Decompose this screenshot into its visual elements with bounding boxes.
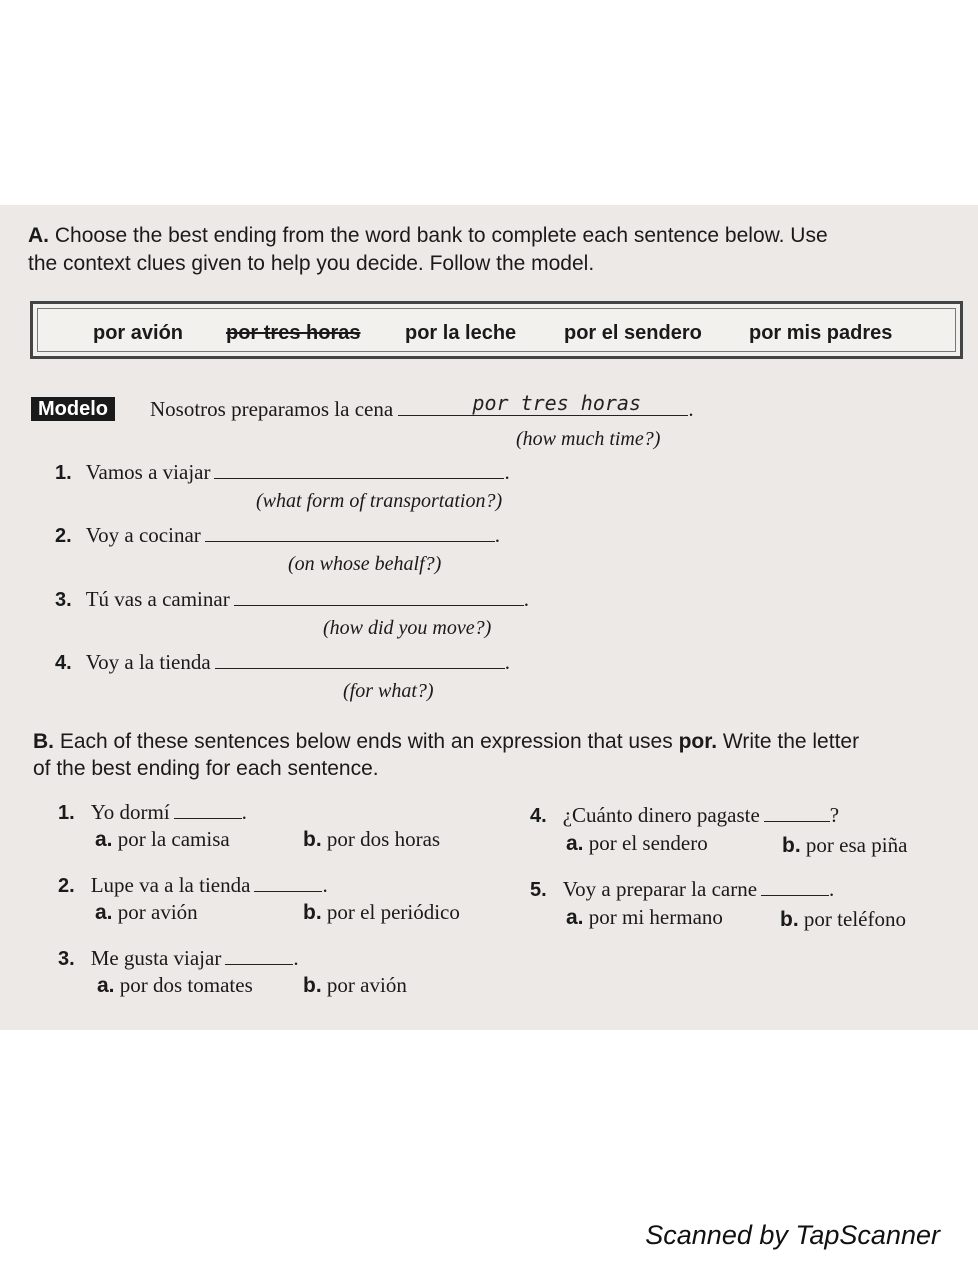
item-end-punct: . xyxy=(293,946,299,970)
option-a-label: a. xyxy=(95,828,113,851)
answer-blank[interactable] xyxy=(764,803,830,822)
option-text: por avión xyxy=(117,900,198,924)
part-a-item-4: 4. Voy a la tienda . xyxy=(55,650,510,674)
section-b-line1-pre: Each of these sentences below ends with an expression that uses xyxy=(59,730,679,753)
item-text: Vamos a viajar xyxy=(85,460,211,484)
option-a xyxy=(97,973,253,998)
word-bank xyxy=(30,301,963,359)
modelo-tag: Modelo xyxy=(31,397,115,421)
option-b-label: b. xyxy=(780,908,799,931)
option-b xyxy=(303,900,460,925)
section-b-letter: B. xyxy=(33,730,54,753)
item-end-punct: . xyxy=(322,873,328,897)
option-a xyxy=(95,900,198,925)
option-text: por la camisa xyxy=(117,827,230,851)
option-b xyxy=(303,973,407,998)
item-end-punct: . xyxy=(829,877,835,901)
word-bank-item: por la leche xyxy=(405,322,517,344)
item-hint: (how did you move?) xyxy=(323,617,492,639)
item-text: Voy a la tienda xyxy=(85,650,211,674)
option-b-label: b. xyxy=(303,828,322,851)
word-bank-item: por avión xyxy=(93,322,184,344)
option-b xyxy=(303,827,440,852)
section-a-letter: A. xyxy=(28,224,49,247)
answer-blank[interactable] xyxy=(215,650,505,669)
answer-blank[interactable] xyxy=(254,873,322,892)
item-end-punct: ? xyxy=(829,803,840,827)
section-a-line2: the context clues given to help you decide. Follow the model. xyxy=(28,252,595,275)
section-b-line2: of the best ending for each sentence. xyxy=(33,757,379,780)
option-text: por teléfono xyxy=(803,907,906,931)
part-b-item-3 xyxy=(58,946,299,971)
model-answer-blank xyxy=(398,391,688,416)
answer-blank[interactable] xyxy=(761,877,829,896)
model-hint: (how much time?) xyxy=(516,428,661,450)
part-a-item-2: 2. Voy a cocinar . xyxy=(55,523,501,547)
option-a-label: a. xyxy=(97,974,115,997)
section-b-line1-post: Write the letter xyxy=(717,730,860,753)
option-a-label: a. xyxy=(566,906,584,929)
item-hint: (on whose behalf?) xyxy=(288,553,442,575)
option-text: por dos tomates xyxy=(119,973,253,997)
item-end-punct: . xyxy=(241,800,247,824)
word-bank-item-crossed: por tres horas xyxy=(226,322,361,344)
part-b-item-4 xyxy=(530,803,839,828)
item-number: 4. xyxy=(530,805,547,827)
answer-blank[interactable] xyxy=(234,587,524,606)
section-b-instructions xyxy=(33,728,859,755)
option-a-label: a. xyxy=(95,901,113,924)
option-a xyxy=(566,905,723,930)
word-bank-item: por mis padres xyxy=(749,322,893,344)
item-text: Lupe va a la tienda xyxy=(90,873,251,897)
part-b-item-1 xyxy=(58,800,247,825)
item-text: Tú vas a caminar xyxy=(85,587,230,611)
option-text: por el periódico xyxy=(326,900,460,924)
option-b-label: b. xyxy=(782,834,801,857)
option-b-label: b. xyxy=(303,901,322,924)
item-text: ¿Cuánto dinero pagaste xyxy=(562,803,760,827)
item-number: 1. xyxy=(55,462,72,484)
answer-blank[interactable] xyxy=(214,460,504,479)
item-hint: (for what?) xyxy=(343,680,434,702)
model-sentence-text: Nosotros preparamos la cena xyxy=(150,397,394,421)
item-number: 4. xyxy=(55,652,72,674)
item-number: 3. xyxy=(55,589,72,611)
option-b xyxy=(780,907,906,932)
item-number: 5. xyxy=(530,879,547,901)
option-text: por dos horas xyxy=(326,827,441,851)
section-a-instructions xyxy=(28,222,828,249)
part-b-item-5 xyxy=(530,877,834,902)
word-bank-item: por el sendero xyxy=(564,322,702,344)
answer-blank[interactable] xyxy=(225,946,293,965)
answer-blank[interactable] xyxy=(174,800,242,819)
part-a-item-1: 1. Vamos a viajar . xyxy=(55,460,510,484)
item-hint: (what form of transportation?) xyxy=(256,490,503,512)
item-number: 2. xyxy=(58,875,75,897)
option-b xyxy=(782,833,907,858)
item-text: Voy a preparar la carne xyxy=(562,877,758,901)
item-text: Voy a cocinar xyxy=(85,523,201,547)
option-a xyxy=(566,831,708,856)
item-number: 1. xyxy=(58,802,75,824)
option-a xyxy=(95,827,230,852)
item-text: Yo dormí xyxy=(90,800,170,824)
model-handwritten-answer: por tres horas xyxy=(472,391,641,415)
item-text: Me gusta viajar xyxy=(90,946,222,970)
section-a-line1: Choose the best ending from the word bank to complete each sentence below. Use xyxy=(54,224,828,247)
option-text: por mi hermano xyxy=(588,905,723,929)
item-number: 2. xyxy=(55,525,72,547)
item-number: 3. xyxy=(58,948,75,970)
option-text: por avión xyxy=(326,973,407,997)
option-text: por el sendero xyxy=(588,831,708,855)
section-b-bold-por: por. xyxy=(678,730,718,753)
answer-blank[interactable] xyxy=(205,523,495,542)
option-text: por esa piña xyxy=(805,833,908,857)
model-sentence: Nosotros preparamos la cena por tres horas . xyxy=(150,391,694,421)
part-b-item-2 xyxy=(58,873,328,898)
option-b-label: b. xyxy=(303,974,322,997)
scanner-watermark: Scanned by TapScanner xyxy=(645,1220,940,1250)
option-a-label: a. xyxy=(566,832,584,855)
part-a-item-3: 3. Tú vas a caminar . xyxy=(55,587,529,611)
